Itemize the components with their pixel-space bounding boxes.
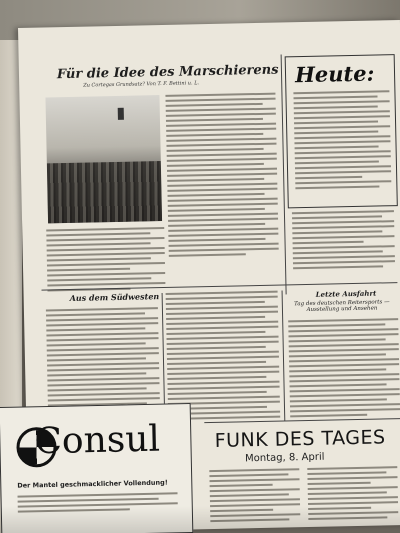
- consul-brand: Consul: [33, 418, 161, 463]
- radio-program-title: FUNK DES TAGES: [214, 426, 386, 452]
- right-article-headline: Letzte Ausfahrt: [315, 288, 377, 299]
- radio-program-date: Montag, 8. April: [244, 451, 325, 465]
- southwest-headline: Aus dem Südwesten: [69, 291, 160, 303]
- main-article-headline: Für die Idee des Marschierens: [56, 62, 279, 83]
- right-column-text: [292, 210, 395, 272]
- right-article-subheadline: Tag des deutschen Reitersports — Ausstellung und Ansehen: [294, 299, 390, 314]
- consul-tagline: Der Mantel geschmacklicher Vollendung!: [17, 478, 168, 490]
- crowd-in-photo: [47, 161, 162, 223]
- flag-in-photo: [118, 108, 124, 120]
- main-article-byline: Zu Cortegas Grundsatz? Von T. F. Bettini u. L.: [83, 80, 200, 89]
- shadow-strip: [0, 506, 400, 533]
- marching-photo: [45, 95, 162, 223]
- main-article-body: [165, 93, 278, 260]
- heute-body: [293, 90, 391, 192]
- column-rule: [282, 291, 286, 421]
- right-article-body: [288, 318, 400, 420]
- heute-headline: Heute:: [294, 60, 375, 88]
- photo-caption-text: [46, 227, 165, 294]
